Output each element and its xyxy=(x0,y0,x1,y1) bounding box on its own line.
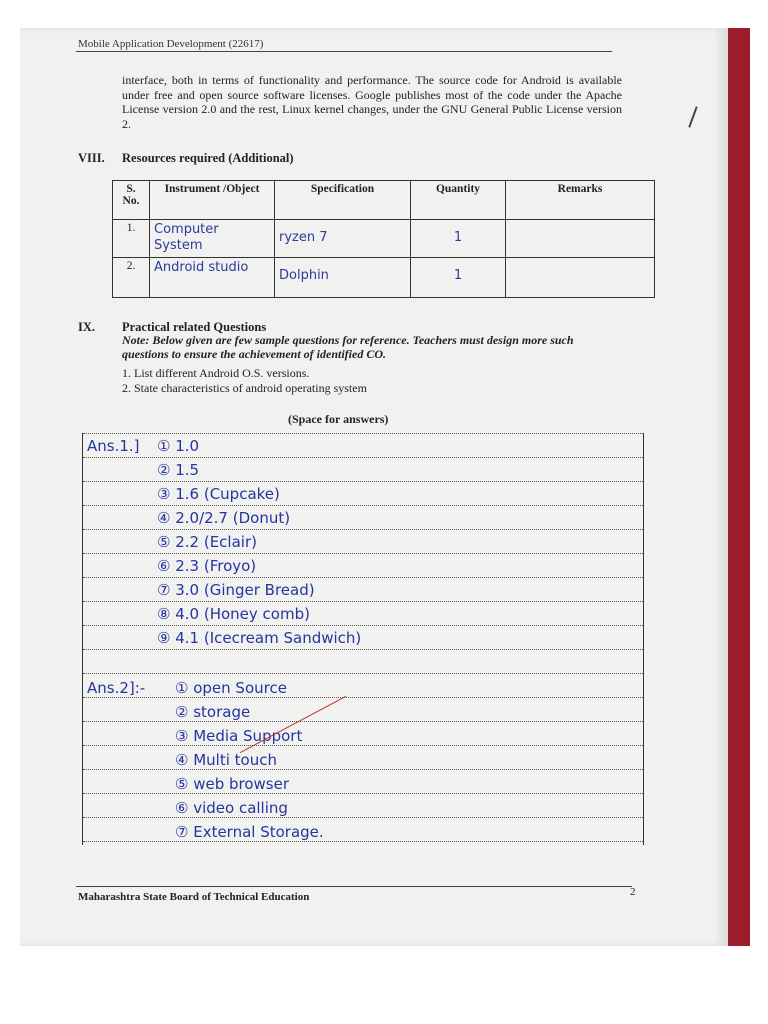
answer-2-item: ② storage xyxy=(175,703,251,721)
page-number: 2 xyxy=(630,886,636,898)
table-row xyxy=(113,220,655,258)
resources-table xyxy=(112,180,655,298)
section-8-title: Resources required (Additional) xyxy=(122,151,294,165)
cell-qty: 1 xyxy=(411,220,506,258)
ruled-line xyxy=(83,817,643,818)
answer-2-label: Ans.2]:- xyxy=(87,679,146,697)
answer-1-item: ⑥ 2.3 (Froyo) xyxy=(157,557,257,575)
ruled-line xyxy=(83,481,643,482)
cell-spec: ryzen 7 xyxy=(275,220,411,258)
col-qty: Quantity xyxy=(411,181,506,220)
red-binder-edge xyxy=(728,28,750,946)
page-footer: Maharashtra State Board of Technical Education xyxy=(78,891,310,903)
footer-rule xyxy=(76,886,632,887)
cell-remarks xyxy=(506,220,655,258)
ruled-line xyxy=(83,601,643,602)
ruled-line xyxy=(83,577,643,578)
answer-1-item: ② 1.5 xyxy=(157,461,200,479)
section-9-number: IX. xyxy=(78,320,96,334)
cell-object: Computer System xyxy=(150,220,275,258)
answer-2-item: ⑤ web browser xyxy=(175,775,290,793)
ruled-line xyxy=(83,841,643,842)
answer-1-item: ① 1.0 xyxy=(157,437,200,455)
answer-2-item: ⑥ video calling xyxy=(175,799,288,817)
table-row xyxy=(113,258,655,298)
ruled-line xyxy=(83,721,643,722)
ruled-line xyxy=(83,697,643,698)
col-sno: S. No. xyxy=(113,181,150,220)
section-9-title: Practical related Questions xyxy=(122,320,267,334)
cell-remarks xyxy=(506,258,655,298)
answer-area xyxy=(82,433,644,845)
ruled-line xyxy=(83,457,643,458)
question-2: 2. State characteristics of android operating system xyxy=(122,381,367,395)
answer-1-item: ⑧ 4.0 (Honey comb) xyxy=(157,605,310,623)
ruled-line xyxy=(83,745,643,746)
ruled-line xyxy=(83,769,643,770)
ruled-line xyxy=(83,673,643,674)
teacher-note: Note: Below given are few sample questions for reference. Teachers must design more such questions to ensure the achievement of identified CO. xyxy=(122,333,574,361)
cell-spec: Dolphin xyxy=(275,258,411,298)
cell-object: Android studio xyxy=(150,258,275,298)
ruled-line xyxy=(83,625,643,626)
col-object: Instrument /Object xyxy=(150,181,275,220)
answer-1-item: ⑦ 3.0 (Ginger Bread) xyxy=(157,581,315,599)
page-header: Mobile Application Development (22617) xyxy=(78,38,264,50)
intro-paragraph: interface, both in terms of functionality and performance. The source code for Android is available under free and open source software licenses. Google publishes most of the code under the Apache License version 2.0 and the rest, Linux kernel changes, under the GNU General Public License version 2. xyxy=(122,73,622,131)
table-header-row xyxy=(113,181,655,220)
ruled-line xyxy=(83,649,643,650)
answer-1-item: ⑨ 4.1 (Icecream Sandwich) xyxy=(157,629,362,647)
ruled-line xyxy=(83,553,643,554)
answer-1-item: ④ 2.0/2.7 (Donut) xyxy=(157,509,291,527)
answer-2-item: ⑦ External Storage. xyxy=(175,823,324,841)
col-remarks: Remarks xyxy=(506,181,655,220)
pen-tick-mark xyxy=(688,106,697,127)
answer-space-label: (Space for answers) xyxy=(288,412,389,426)
answer-2-item: ③ Media Support xyxy=(175,727,303,745)
ruled-line xyxy=(83,433,643,434)
answer-1-label: Ans.1.] xyxy=(87,437,140,455)
answer-2-item: ① open Source xyxy=(175,679,287,697)
col-spec: Specification xyxy=(275,181,411,220)
cell-qty: 1 xyxy=(411,258,506,298)
answer-2-item: ④ Multi touch xyxy=(175,751,277,769)
section-8-number: VIII. xyxy=(78,151,105,165)
header-rule xyxy=(76,51,612,52)
cell-sno: 2. xyxy=(113,258,150,298)
cell-sno: 1. xyxy=(113,220,150,258)
question-1: 1. List different Android O.S. versions. xyxy=(122,366,310,380)
ruled-line xyxy=(83,505,643,506)
ruled-line xyxy=(83,793,643,794)
answer-1-item: ③ 1.6 (Cupcake) xyxy=(157,485,280,503)
answer-1-item: ⑤ 2.2 (Eclair) xyxy=(157,533,257,551)
ruled-line xyxy=(83,529,643,530)
document-page xyxy=(20,28,726,946)
